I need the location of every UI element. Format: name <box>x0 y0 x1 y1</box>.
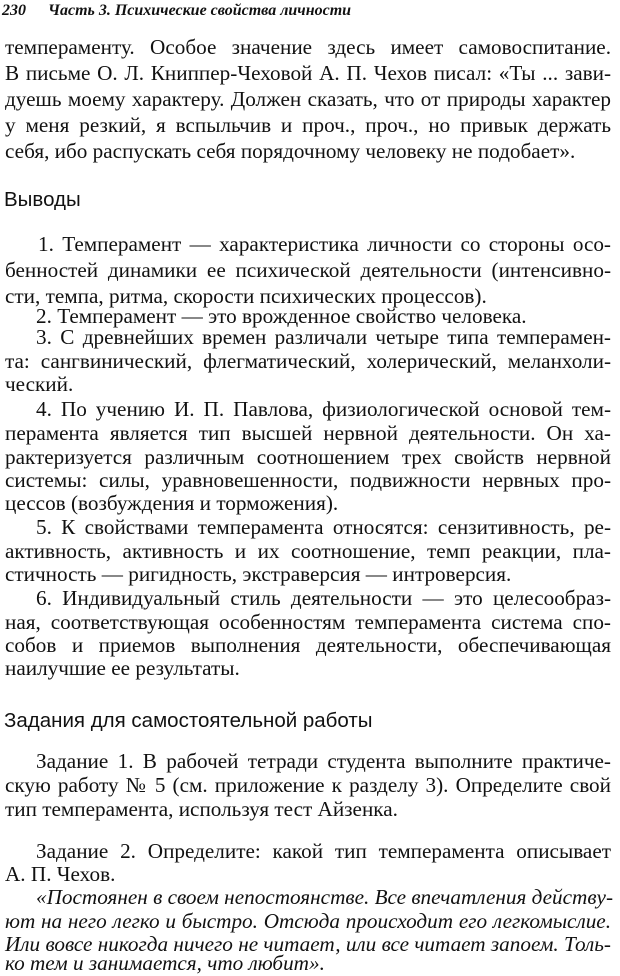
conclusion-line: цессов (возбуждения и торможения). <box>5 491 339 515</box>
conclusion-line: бенностей динамики ее психической деятельности (интенсивно- <box>5 258 611 282</box>
conclusions-heading: Выводы <box>4 188 81 211</box>
tasks-heading: Задания для самостоятельной работы <box>4 709 373 732</box>
task1-line: тип темперамента, используя тест Айзенка. <box>5 797 398 821</box>
conclusion-line: ческий. <box>5 372 74 396</box>
intro-line: дуешь моему характеру. Должен сказать, что от природы характер <box>5 87 611 111</box>
task2-line: А. П. Чехов. <box>5 862 116 886</box>
task1-line: скую работу № 5 (см. приложение к разделу 3). Определите свой <box>5 773 611 797</box>
quote-line: ют на него легко и быстро. Отсюда происходит его легкомыслие. <box>5 909 611 933</box>
conclusion-line: системы: силы, уравновешенности, подвижности нервных про- <box>5 468 611 492</box>
intro-line: темпераменту. Особое значение здесь имеет самовоспитание. <box>5 35 611 59</box>
conclusion-line: 3. С древнейших времен различали четыре типа темперамен- <box>36 325 611 349</box>
conclusion-line: активность, активность и их соотношение, темп реакции, пла- <box>5 539 611 563</box>
intro-line: себя, ибо распускать себя порядочному человеку не подобает». <box>5 139 576 163</box>
conclusion-line: 4. По учению И. П. Павлова, физиологической основой тем- <box>36 397 611 421</box>
conclusion-line: 2. Темперамент — это врожденное свойство человека. <box>36 304 527 328</box>
conclusion-line: рактеризуется различным соотношением трех свойств нервной <box>5 445 611 469</box>
conclusion-line: перамента является тип высшей нервной деятельности. Он ха- <box>5 421 611 445</box>
task2-line: Задание 2. Определите: какой тип темперамента описывает <box>36 839 611 863</box>
conclusion-line: та: сангвинический, флегматический, холерический, меланхоли- <box>5 349 611 373</box>
page-number: 230 <box>2 2 26 19</box>
quote-line: ко тем и занимается, что любит». <box>5 951 325 975</box>
intro-line: В письме О. Л. Книппер-Чеховой А. П. Чехов писал: «Ты ... зави- <box>5 61 611 85</box>
conclusion-line: наилучшие ее результаты. <box>5 656 240 680</box>
conclusion-line: 5. К свойствами темперамента относятся: сензитивность, ре- <box>36 515 611 539</box>
conclusion-line: стичность — ригидность, экстраверсия — интроверсия. <box>5 562 512 586</box>
running-title: Часть 3. Психические свойства личности <box>48 2 352 19</box>
conclusion-line: ная, соответствующая особенностям темперамента система спо- <box>5 610 611 634</box>
quote-line: «Постоянен в своем непостоянстве. Все впечатления действу- <box>36 885 614 909</box>
intro-line: у меня резкий, я вспыльчив и проч., проч., но привык держать <box>5 113 611 137</box>
conclusion-line: собов и приемов выполнения деятельности, обеспечивающая <box>5 633 611 657</box>
task1-line: Задание 1. В рабочей тетради студента выполните практиче- <box>36 749 611 773</box>
conclusion-line: 6. Индивидуальный стиль деятельности — это целесообраз- <box>36 586 611 610</box>
conclusion-line: 1. Темперамент — характеристика личности со стороны осо- <box>38 232 611 256</box>
page-header <box>2 0 612 22</box>
conclusion-line: сти, темпа, ритма, скорости психических процессов). <box>5 284 487 308</box>
quote-line: Или вовсе никогда ничего не читает, или все читает запоем. Толь- <box>5 932 611 956</box>
